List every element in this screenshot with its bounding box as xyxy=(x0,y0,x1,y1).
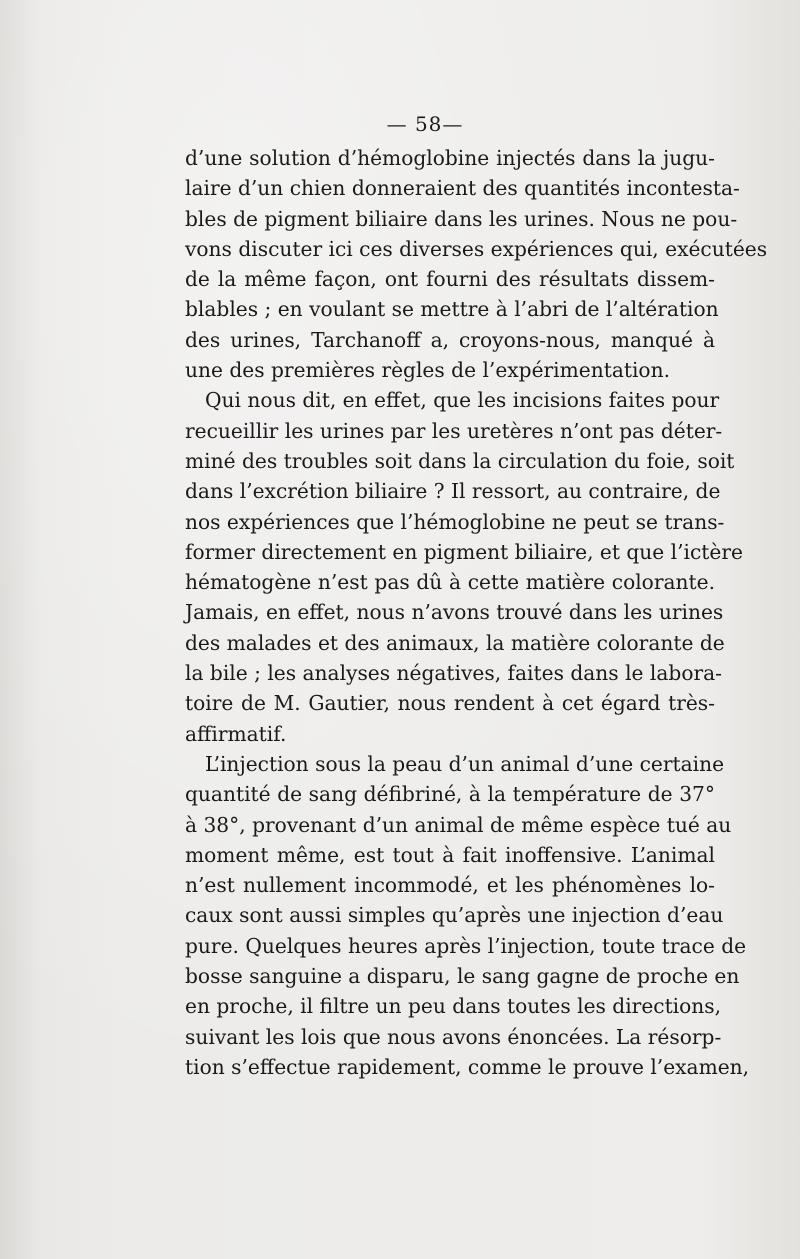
text-line: bosse sanguine a disparu, le sang gagne de proche en xyxy=(185,964,740,989)
text-line: toire de M. Gautier, nous rendent à cet égard très- xyxy=(185,691,715,716)
text-line: n’est nullement incommodé, et les phénomènes lo- xyxy=(185,873,715,898)
text-line: blables ; en voulant se mettre à l’abri de l’altération xyxy=(185,297,719,322)
page-number: — 58— xyxy=(386,112,464,136)
paragraph xyxy=(185,749,750,1082)
text-line: des urines, Tarchanoff a, croyons-nous, manqué à xyxy=(185,327,715,352)
text-line: affirmatif. xyxy=(185,721,287,746)
text-line: vons discuter ici ces diverses expériences qui, exécutées xyxy=(185,236,768,261)
text-line: Qui nous dit, en effet, que les incisions faites pour xyxy=(205,388,720,413)
text-line: une des premières règles de l’expérimentation. xyxy=(185,358,671,383)
text-line: tion s’effectue rapidement, comme le prouve l’examen, xyxy=(185,1054,750,1079)
text-line: recueillir les urines par les uretères n’ont pas déter- xyxy=(185,418,723,443)
paragraph xyxy=(185,385,743,749)
text-line: suivant les lois que nous avons énoncées. La résorp- xyxy=(185,1024,722,1049)
text-line: nos expériences que l’hémoglobine ne peut se trans- xyxy=(185,509,725,534)
text-line: pure. Quelques heures après l’injection, toute trace de xyxy=(185,933,747,958)
text-line: former directement en pigment biliaire, et que l’ictère xyxy=(185,539,743,564)
text-line: dans l’excrétion biliaire ? Il ressort, au contraire, de xyxy=(185,479,721,504)
text-line: miné des troubles soit dans la circulation du foie, soit xyxy=(185,448,735,473)
text-line: la bile ; les analyses négatives, faites dans le labora- xyxy=(185,661,722,686)
text-line: hématogène n’est pas dû à cette matière colorante. xyxy=(185,570,715,595)
text-line: d’une solution d’hémoglobine injectés dans la jugu- xyxy=(185,146,715,170)
paragraph xyxy=(185,143,768,385)
text-line: bles de pigment biliaire dans les urines. Nous ne pou- xyxy=(185,206,738,231)
text-line: L’injection sous la peau d’un animal d’une certaine xyxy=(205,751,725,776)
text-line: à 38°, provenant d’un animal de même espèce tué au xyxy=(185,812,732,837)
text-line: quantité de sang défibriné, à la température de 37° xyxy=(185,782,715,807)
text-line: des malades et des animaux, la matière colorante de xyxy=(185,630,725,655)
text-line: Jamais, en effet, nous n’avons trouvé dans les urines xyxy=(185,600,724,625)
text-line: moment même, est tout à fait inoffensive. L’animal xyxy=(185,842,715,867)
text-line: caux sont aussi simples qu’après une injection d’eau xyxy=(185,903,724,928)
body-text xyxy=(185,143,768,1082)
text-line: de la même façon, ont fourni des résultats dissem- xyxy=(185,267,715,292)
text-line: en proche, il filtre un peu dans toutes les directions, xyxy=(185,994,722,1019)
text-line: laire d’un chien donneraient des quantités incontesta- xyxy=(185,176,740,201)
